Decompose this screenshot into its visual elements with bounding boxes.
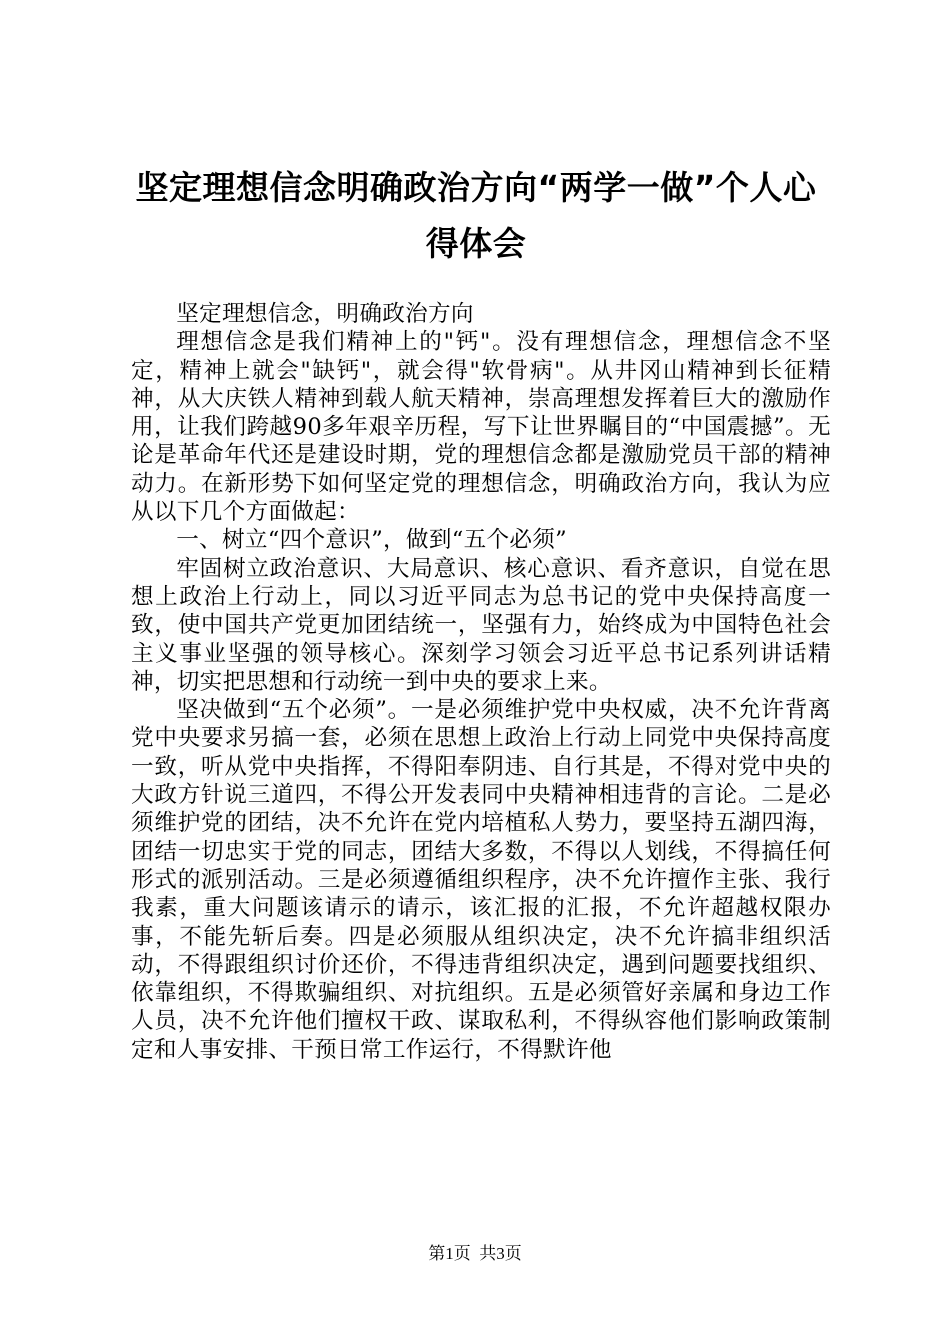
section-heading-1: 一、树立“四个意识”，做到“五个必须”	[176, 527, 567, 554]
body-paragraph: 坚决做到“五个必须”。一是必须维护党中央权威，决不允许背离党中央要求另搞一套，必须在思想上政治上行动上同党中央保持高度一致，听从党中央指挥，不得阳奉阴违、自行其是，不得对党中央的大政方针说三道四，不得公开发表同中央精神相违背的言论。二是必须维护党的团结，决不允许在党内培植私人势力，要坚持五湖四海，团结一切忠实于党的同志，团结大多数，不得以人划线，不得搞任何形式的派别活动。三是必须遵循组织程序，决不允许擅作主张、我行我素，重大问题该请示的请示，该汇报的汇报，不允许超越权限办事，不能先斩后奏。四是必须服从组织决定，决不允许搞非组织活动，不得跟组织讨价还价，不得违背组织决定，遇到问题要找组织、依靠组织，不得欺骗组织、对抗组织。五是必须管好亲属和身边工作人员，决不允许他们擅权干政、谋取私利，不得纵容他们影响政策制定和人事安排、干预日常工作运行，不得默许他	[131, 697, 831, 1063]
document-title: 坚定理想信念明确政治方向“两学一做”个人心得体会	[135, 168, 817, 263]
document-body	[131, 300, 831, 1064]
page-footer	[0, 1243, 950, 1265]
page-total: 共3页	[479, 1244, 522, 1263]
intro-paragraph: 理想信念是我们精神上的"钙"。没有理想信念，理想信念不坚定，精神上就会"缺钙"，就会得"软骨病"。从井冈山精神到长征精神，从大庆铁人精神到载人航天精神，崇高理想发挥着巨大的激励作用，让我们跨越90多年艰辛历程，写下让世界瞩目的“中国震撼”。无论是革命年代还是建设时期，党的理想信念都是激励党员干部的精神动力。在新形势下如何坚定党的理想信念，明确政治方向，我认为应从以下几个方面做起：	[131, 329, 831, 526]
page-number: 第1页	[428, 1244, 471, 1263]
body-paragraph: 牢固树立政治意识、大局意识、核心意识、看齐意识，自觉在思想上政治上行动上，同以习近平同志为总书记的党中央保持高度一致，使中国共产党更加团结统一，坚强有力，始终成为中国特色社会主义事业坚强的领导核心。深刻学习领会习近平总书记系列讲话精神，切实把思想和行动统一到中央的要求上来。	[131, 555, 831, 695]
subtitle-paragraph: 坚定理想信念，明确政治方向	[176, 301, 474, 327]
